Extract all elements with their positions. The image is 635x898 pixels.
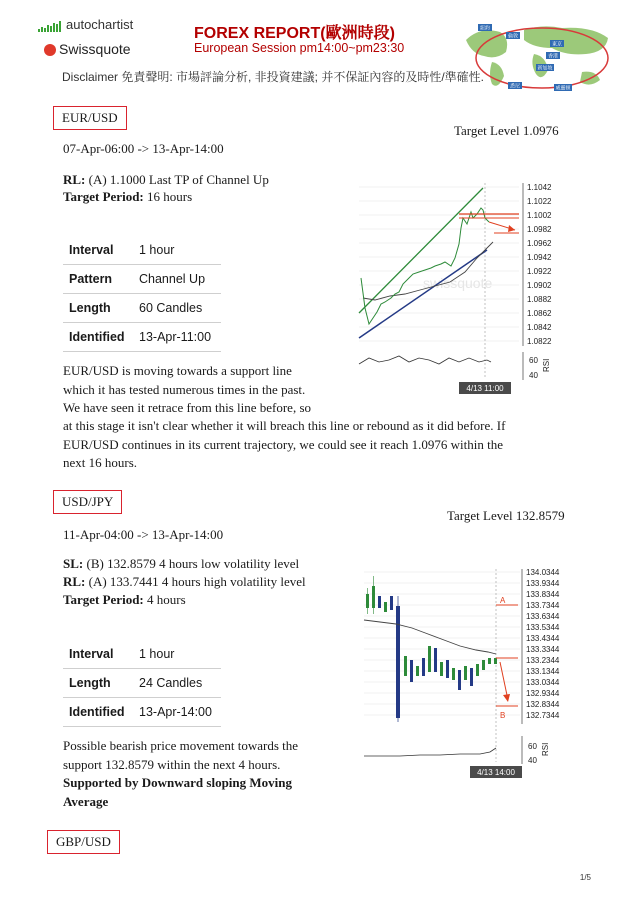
table-row <box>63 669 221 698</box>
y-tick-label: 1.0822 <box>527 337 552 346</box>
report-subtitle: European Session pm14:00~pm23:30 <box>194 41 405 55</box>
target-level: Target Level 1.0976 <box>454 123 559 138</box>
y-tick-label: 1.0942 <box>527 253 552 262</box>
map-label: 威靈頓 <box>555 86 571 92</box>
autochartist-logo-text: autochartist <box>66 17 134 32</box>
y-axis-labels <box>527 183 552 346</box>
sl-line: SL: (B) 132.8579 4 hours low volatility level <box>63 556 300 571</box>
time-label: 4/13 14:00 <box>477 768 515 777</box>
y-tick-label: 1.1022 <box>527 197 552 206</box>
analysis-paragraph: EUR/USD is moving towards a support line which it has tested numerous times in the past. We have seen it retrace from this line before, so <box>63 363 312 415</box>
y-tick-label: 133.8344 <box>526 590 560 599</box>
page-number: 1/5 <box>579 873 591 882</box>
y-tick-label: 134.0344 <box>526 568 560 577</box>
rsi-line <box>359 356 491 364</box>
table-key: Interval <box>63 640 139 669</box>
level-b-marker: B <box>500 711 506 720</box>
table-value: 13-Apr-14:00 <box>139 698 221 727</box>
bars-icon <box>38 14 62 32</box>
table-row <box>63 265 221 294</box>
rl-line: RL: (A) 133.7441 4 hours high volatility level <box>63 574 306 589</box>
y-tick-label: 133.2344 <box>526 656 560 665</box>
forecast-arrowhead <box>503 694 510 702</box>
autochartist-logo <box>38 14 133 32</box>
disclaimer: Disclaimer 免責聲明: 市場評論分析, 非投資建議; 并不保証內容的及時性/準確性. <box>62 70 485 84</box>
forecast-arrow <box>500 662 508 700</box>
map-label: 紐約 <box>479 26 491 32</box>
table-value: 1 hour <box>139 640 221 669</box>
analysis-paragraph-cont: at this stage it isn't clear whether it will breach this line or rebound as it did before. If EUR/USD continues in its current trajectory, we could see it reach 1.0976 within the next 16 hours. <box>63 418 506 470</box>
table-key: Length <box>63 294 139 323</box>
table-key: Interval <box>63 236 139 265</box>
y-tick-label: 132.8344 <box>526 700 560 709</box>
pair-heading: EUR/USD <box>53 106 127 130</box>
rsi-tick-label: 40 <box>529 371 538 380</box>
y-tick-label: 132.7344 <box>526 711 560 720</box>
map-label: 新加坡 <box>537 66 553 72</box>
y-tick-label: 1.0982 <box>527 225 552 234</box>
table-row <box>63 640 221 669</box>
table-row <box>63 698 221 727</box>
table-row <box>63 294 221 323</box>
forecast-arrowhead <box>508 225 515 232</box>
swissquote-logo-text: Swissquote <box>59 41 131 57</box>
y-tick-label: 1.1042 <box>527 183 552 192</box>
y-tick-label: 1.0902 <box>527 281 552 290</box>
target-level: Target Level 132.8579 <box>447 508 565 523</box>
y-tick-label: 133.4344 <box>526 634 560 643</box>
y-tick-label: 133.7344 <box>526 601 560 610</box>
pattern-table <box>63 640 221 727</box>
rsi-line <box>364 748 496 756</box>
rl-line: RL: (A) 1.1000 Last TP of Channel Up <box>63 172 269 187</box>
time-label: 4/13 11:00 <box>466 384 504 393</box>
level-a-marker: A <box>500 596 506 605</box>
report-title: FOREX REPORT(歐洲時段) <box>194 25 395 42</box>
world-map-graphic <box>462 18 614 96</box>
table-key: Pattern <box>63 265 139 294</box>
rsi-tick-label: 60 <box>528 742 537 751</box>
chart-gridlines <box>359 187 519 341</box>
y-tick-label: 133.0344 <box>526 678 560 687</box>
analysis-paragraph: Possible bearish price movement towards the support 132.8579 within the next 4 hours. Supported by Downward sloping Moving Average <box>63 738 299 809</box>
y-tick-label: 1.0882 <box>527 295 552 304</box>
y-tick-label: 133.6344 <box>526 612 560 621</box>
rsi-tick-label: 60 <box>529 356 538 365</box>
chart-gridlines <box>364 572 520 715</box>
usdjpy-chart <box>360 566 575 780</box>
channel-upper-line <box>359 188 483 313</box>
table-value: Channel Up <box>139 265 221 294</box>
y-tick-label: 133.9344 <box>526 579 560 588</box>
swissquote-dot-icon <box>44 44 56 56</box>
map-label: 香港 <box>547 54 559 60</box>
table-row <box>63 323 221 352</box>
table-key: Identified <box>63 323 139 352</box>
pair-heading: GBP/USD <box>47 830 120 854</box>
y-tick-label: 1.0962 <box>527 239 552 248</box>
rsi-axis-label: RSI <box>541 742 550 756</box>
target-period-line: Target Period: 4 hours <box>63 592 186 607</box>
swissquote-logo <box>44 41 131 57</box>
target-period-line: Target Period: 16 hours <box>63 189 193 204</box>
map-label: 倫敦 <box>507 34 519 40</box>
table-key: Length <box>63 669 139 698</box>
y-tick-label: 1.0922 <box>527 267 552 276</box>
y-axis-labels <box>526 568 560 720</box>
pattern-table <box>63 236 221 352</box>
table-value: 13-Apr-11:00 <box>139 323 221 352</box>
y-tick-label: 133.5344 <box>526 623 560 632</box>
y-tick-label: 1.0862 <box>527 309 552 318</box>
map-label: 悉尼 <box>509 84 521 90</box>
y-tick-label: 133.1344 <box>526 667 560 676</box>
map-label: 東京 <box>551 42 563 48</box>
y-tick-label: 133.3344 <box>526 645 560 654</box>
chart-watermark: swissquote <box>423 275 493 291</box>
y-tick-label: 132.9344 <box>526 689 560 698</box>
table-value: 60 Candles <box>139 294 221 323</box>
table-value: 1 hour <box>139 236 221 265</box>
table-key: Identified <box>63 698 139 727</box>
table-value: 24 Candles <box>139 669 221 698</box>
y-tick-label: 1.1002 <box>527 211 552 220</box>
pair-heading: USD/JPY <box>53 490 122 514</box>
y-tick-label: 1.0842 <box>527 323 552 332</box>
table-row <box>63 236 221 265</box>
rsi-axis-label: RSI <box>542 358 551 372</box>
date-range: 11-Apr-04:00 -> 13-Apr-14:00 <box>63 527 224 542</box>
eurusd-chart <box>355 178 570 396</box>
rsi-tick-label: 40 <box>528 756 537 765</box>
date-range: 07-Apr-06:00 -> 13-Apr-14:00 <box>63 141 224 156</box>
